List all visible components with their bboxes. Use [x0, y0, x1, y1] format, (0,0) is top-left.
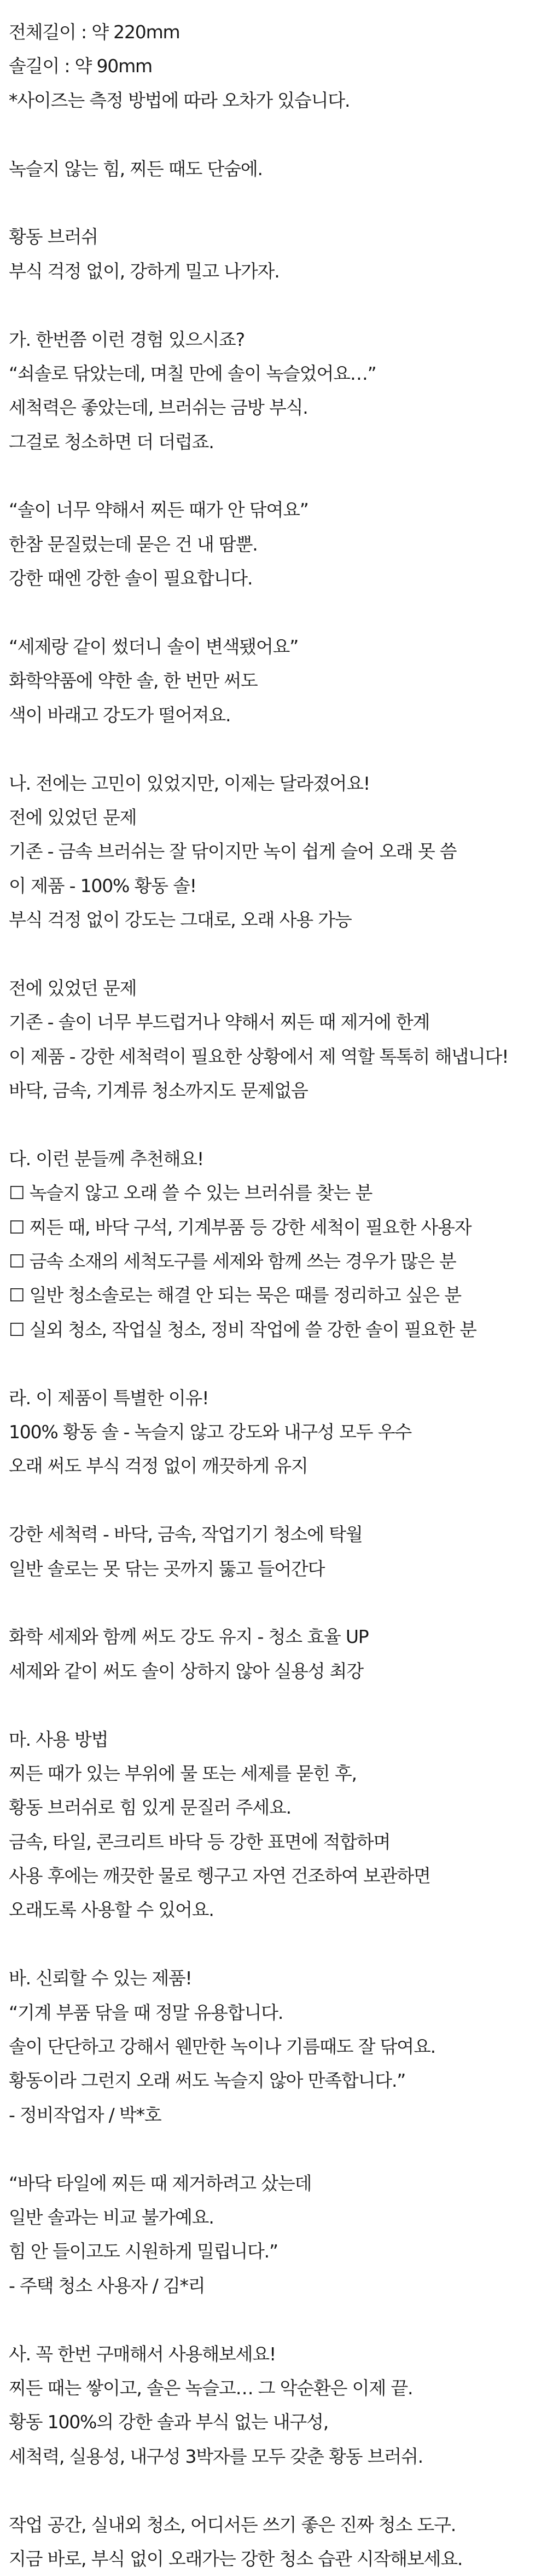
text-line: 이 제품 - 강한 세척력이 필요한 상황에서 제 역할 톡톡히 해냅니다! [9, 1045, 509, 1067]
paragraph-gap [9, 1347, 547, 1381]
text-line: 강한 세척력 - 바닥, 금속, 작업기기 청소에 탁월 [9, 1524, 363, 1545]
text-line: 황동 브러쉬로 힘 있게 문질러 주세요. [9, 1797, 291, 1819]
paragraph-gap [9, 1927, 547, 1961]
text-line: 기존 - 금속 브러쉬는 잘 닦이지만 녹이 쉽게 슬어 오래 못 씀 [9, 841, 457, 862]
text-line: 솔길이 : 약 90mm [9, 55, 152, 77]
paragraph-gap [9, 1484, 547, 1518]
text-line: “솔이 너무 약해서 찌든 때가 안 닦여요” [9, 499, 309, 521]
text-line: 녹슬지 않는 힘, 찌든 때도 단숨에. [9, 158, 263, 180]
text-line: 기존 - 솔이 너무 부드럽거나 약해서 찌든 때 제거에 한계 [9, 1011, 430, 1033]
paragraph-gap [9, 2474, 547, 2508]
paragraph-gap [9, 186, 547, 220]
text-line: *사이즈는 측정 방법에 따라 오차가 있습니다. [9, 89, 350, 111]
text-line: 바닥, 금속, 기계류 청소까지도 문제없음 [9, 1080, 308, 1102]
paragraph-gap [9, 118, 547, 152]
text-line: 사용 후에는 깨끗한 물로 헹구고 자연 건조하여 보관하면 [9, 1865, 430, 1887]
paragraph-gap [9, 2132, 547, 2166]
text-line: 화학 세제와 함께 써도 강도 유지 - 청소 효율 UP [9, 1626, 369, 1648]
text-line: 황동 100%의 강한 솔과 부식 없는 내구성, [9, 2411, 329, 2433]
text-line: 라. 이 제품이 특별한 이유! [9, 1387, 209, 1409]
paragraph-gap [9, 937, 547, 971]
text-line: 그걸로 청소하면 더 더럽죠. [9, 431, 214, 453]
text-line: 화학약품에 약한 솔, 한 번만 써도 [9, 670, 258, 692]
text-line: 전에 있었던 문제 [9, 806, 137, 828]
text-line: 전체길이 : 약 220mm [9, 21, 180, 43]
text-line: 일반 솔로는 못 닦는 곳까지 뚫고 들어간다 [9, 1558, 325, 1579]
paragraph-gap [9, 1688, 547, 1722]
text-line: 사. 꼭 한번 구매해서 사용해보세요! [9, 2343, 276, 2365]
text-line: 세척력은 좋았는데, 브러쉬는 금방 부식. [9, 397, 308, 419]
text-line: ☐ 일반 청소솔로는 해결 안 되는 묵은 때를 정리하고 싶은 분 [9, 1284, 461, 1306]
text-line: 다. 이런 분들께 추천해요! [9, 1148, 203, 1170]
text-line: 작업 공간, 실내외 청소, 어디서든 쓰기 좋은 진짜 청소 도구. [9, 2514, 456, 2536]
text-line: ☐ 금속 소재의 세척도구를 세제와 함께 쓰는 경우가 많은 분 [9, 1251, 456, 1272]
text-line: ☐ 녹슬지 않고 오래 쓸 수 있는 브러쉬를 찾는 분 [9, 1182, 373, 1204]
text-line: 부식 걱정 없이 강도는 그대로, 오래 사용 가능 [9, 909, 352, 931]
text-line: 세척력, 실용성, 내구성 3박자를 모두 갖춘 황동 브러쉬. [9, 2445, 423, 2467]
text-line: ☐ 찌든 때, 바닥 구석, 기계부품 등 강한 세척이 필요한 사용자 [9, 1216, 472, 1238]
text-line: “기계 부품 닦을 때 정말 유용합니다. [9, 2001, 283, 2023]
text-line: 이 제품 - 100% 황동 솔! [9, 875, 196, 896]
paragraph-gap [9, 596, 547, 630]
text-line: 전에 있었던 문제 [9, 977, 137, 999]
text-line: 오래 써도 부식 걱정 없이 깨끗하게 유지 [9, 1455, 308, 1477]
text-line: 오래도록 사용할 수 있어요. [9, 1899, 214, 1921]
text-line: ☐ 실외 청소, 작업실 청소, 정비 작업에 쓸 강한 솔이 필요한 분 [9, 1318, 476, 1340]
text-line: 100% 황동 솔 - 녹슬지 않고 강도와 내구성 모두 우수 [9, 1421, 412, 1443]
text-line: 솔이 단단하고 강해서 웬만한 녹이나 기름때도 잘 닦여요. [9, 2036, 435, 2058]
text-line: 힘 안 들이고도 시원하게 밀립니다.” [9, 2241, 278, 2262]
paragraph-gap [9, 1586, 547, 1620]
text-line: - 정비작업자 / 박*호 [9, 2104, 161, 2126]
paragraph-gap [9, 459, 547, 493]
text-line: 일반 솔과는 비교 불가예요. [9, 2207, 214, 2228]
text-line: 찌든 때는 쌓이고, 솔은 녹슬고… 그 악순환은 이제 끝. [9, 2377, 413, 2399]
text-line: 부식 걱정 없이, 강하게 밀고 나가자. [9, 260, 280, 282]
text-line: 황동이라 그런지 오래 써도 녹슬지 않아 만족합니다.” [9, 2070, 406, 2092]
text-line: - 주택 청소 사용자 / 김*리 [9, 2274, 205, 2296]
text-line: 세제와 같이 써도 솔이 상하지 않아 실용성 최강 [9, 1660, 363, 1682]
text-line: “세제랑 같이 썼더니 솔이 변색됐어요” [9, 636, 299, 658]
paragraph-gap [9, 732, 547, 766]
text-line: 바. 신뢰할 수 있는 제품! [9, 1967, 192, 1989]
text-line: 금속, 타일, 콘크리트 바닥 등 강한 표면에 적합하며 [9, 1831, 391, 1853]
paragraph-gap [9, 288, 547, 322]
text-line: 마. 사용 방법 [9, 1728, 108, 1750]
text-line: 황동 브러쉬 [9, 226, 98, 248]
text-line: “쇠솔로 닦았는데, 며칠 만에 솔이 녹슬었어요…” [9, 362, 376, 384]
text-line: 나. 전에는 고민이 있었지만, 이제는 달라졌어요! [9, 772, 370, 794]
text-line: 한참 문질렀는데 묻은 건 내 땀뿐. [9, 533, 258, 555]
paragraph-gap [9, 2303, 547, 2337]
text-line: 지금 바로, 부식 없이 오래가는 강한 청소 습관 시작해보세요. [9, 2548, 463, 2569]
text-line: 가. 한번쯤 이런 경험 있으시죠? [9, 328, 245, 350]
text-line: 강한 때엔 강한 솔이 필요합니다. [9, 568, 253, 589]
text-line: 색이 바래고 강도가 떨어져요. [9, 704, 231, 726]
text-line: 찌든 때가 있는 부위에 물 또는 세제를 묻힌 후, [9, 1762, 357, 1784]
paragraph-gap [9, 1108, 547, 1142]
text-line: “바닥 타일에 찌든 때 제거하려고 샀는데 [9, 2172, 312, 2194]
